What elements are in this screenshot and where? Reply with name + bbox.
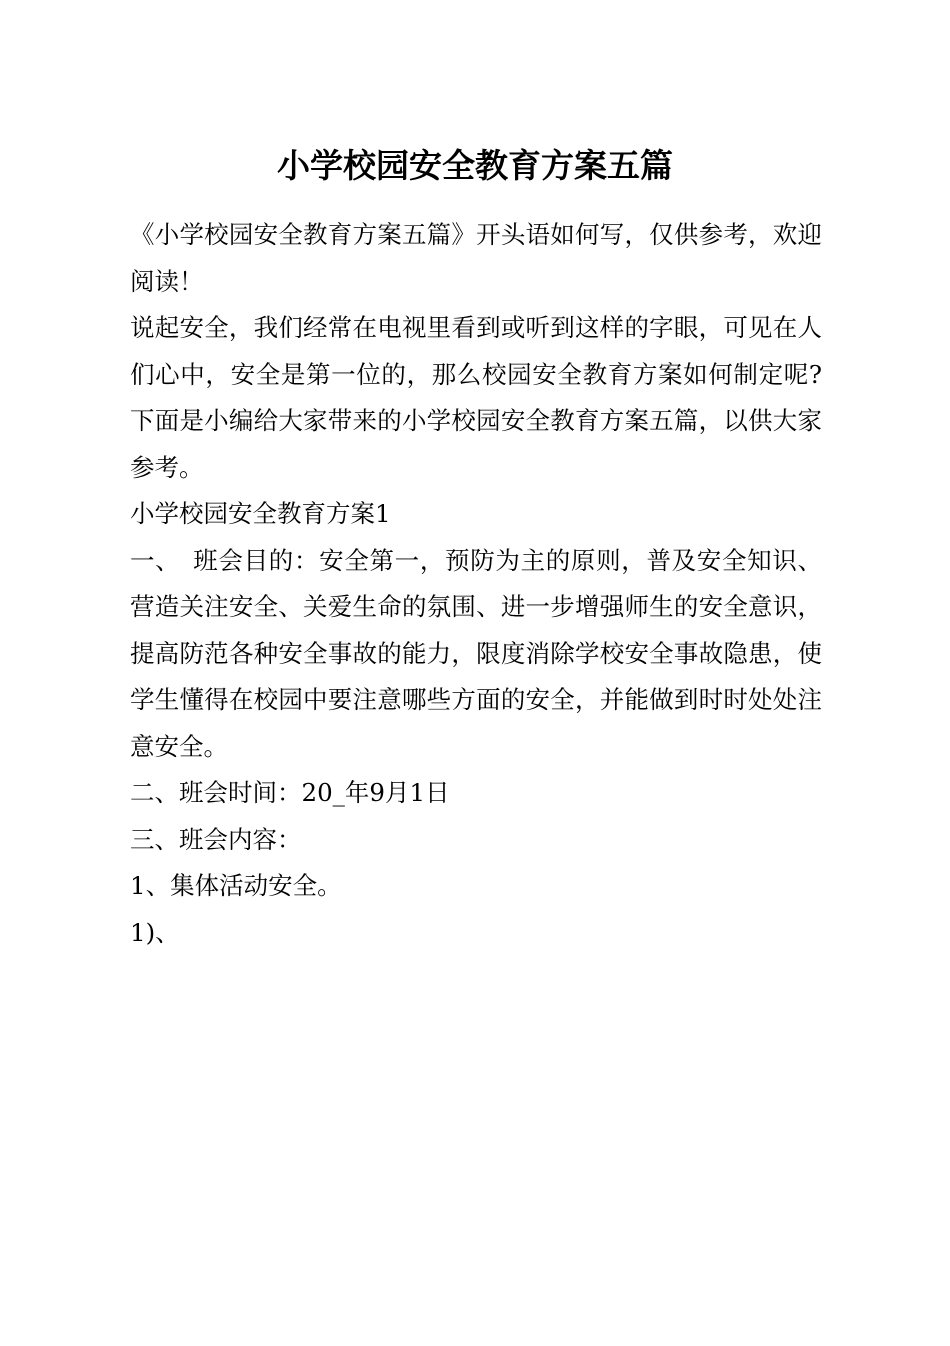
document-body	[130, 212, 822, 956]
meeting-content-heading: 三、班会内容：	[130, 824, 302, 854]
background-paragraph: 说起安全，我们经常在电视里看到或听到这样的字眼，可见在人们心中，安全是第一位的，那么校园安全教育方案如何制定呢?下面是小编给大家带来的小学校园安全教育方案五篇，以供大家参考。	[130, 313, 822, 482]
meeting-time-paragraph: 二、班会时间：20_年9月1日	[130, 778, 450, 807]
sub-list-item: 1)、	[130, 917, 180, 947]
list-item: 1、集体活动安全。	[130, 871, 342, 900]
intro-paragraph: 《小学校园安全教育方案五篇》开头语如何写，仅供参考，欢迎阅读！	[130, 220, 822, 296]
meeting-purpose-paragraph: 一、 班会目的：安全第一，预防为主的原则，普及安全知识、营造关注安全、关爱生命的氛围、进一步增强师生的安全意识，提高防范各种安全事故的能力，限度消除学校安全事故隐患，使学生懂得在校园中要注意哪些方面的安全，并能做到时时处处注意安全。	[130, 545, 822, 761]
section-heading: 小学校园安全教育方案1	[130, 499, 391, 528]
document-title: 小学校园安全教育方案五篇	[277, 146, 673, 185]
